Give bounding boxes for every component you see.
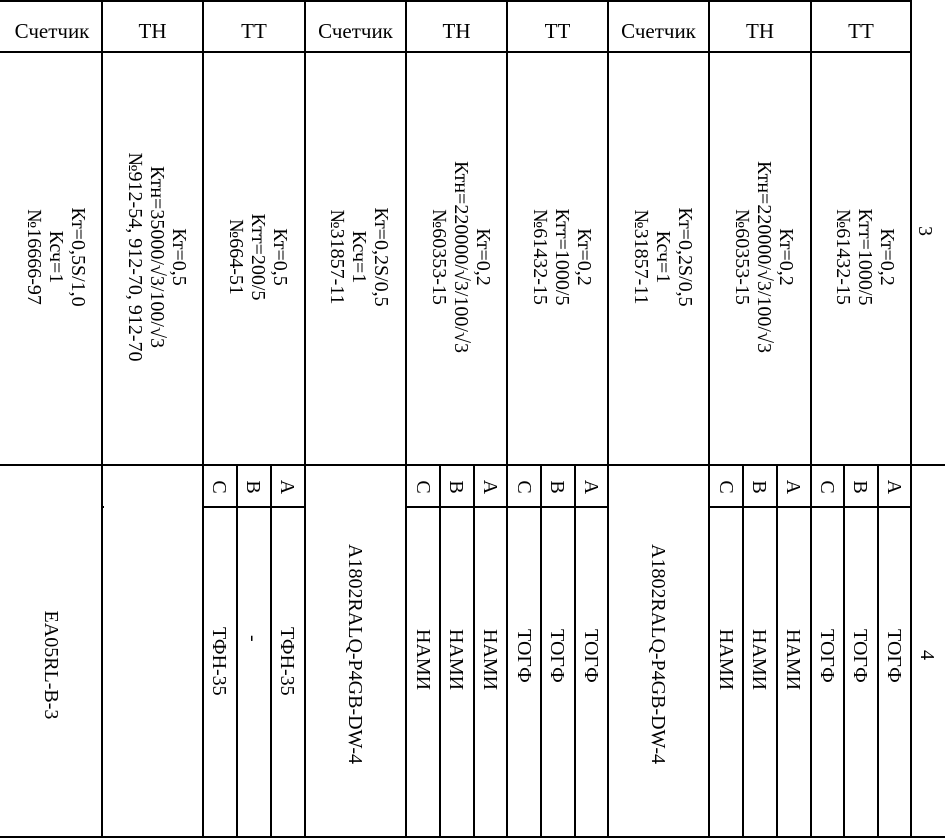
phase-a: А (580, 479, 602, 495)
spec-line: №912-54, 912-70, 912-70 (124, 152, 146, 362)
phase-b: В (445, 480, 467, 494)
spec-tn-2 (406, 51, 506, 463)
phase-divider (574, 464, 576, 838)
spec-line: Кт=0,2S/0,5 (370, 207, 392, 307)
phase-b: В (546, 480, 568, 494)
phase-rule (708, 506, 911, 508)
phase-divider (843, 464, 845, 838)
phase-divider (439, 464, 441, 838)
spec-line: Кт=0,5 (269, 228, 291, 286)
spec-line: Кт=0,2 (775, 228, 797, 286)
phase-a: А (782, 479, 804, 495)
device-type: НАМИ (479, 629, 501, 691)
spec-line: Кт=0,2 (472, 228, 494, 286)
phase-divider (877, 464, 879, 838)
spec-line: Ктт=1000/5 (854, 208, 876, 306)
row-number-4: 4 (916, 650, 938, 660)
device-type: ТОГФ (580, 629, 602, 683)
phase-divider (473, 464, 475, 838)
phase-divider (776, 464, 778, 838)
device-type: НАМИ (412, 629, 434, 691)
phase-a: А (479, 479, 501, 495)
spec-line: №60353-15 (731, 209, 753, 305)
header-tn: ТН (138, 19, 167, 43)
meter-type: A1802RALQ-P4GB-DW-4 (344, 544, 366, 764)
tn-stub-rule (101, 506, 104, 508)
phase-b: В (242, 480, 264, 494)
spec-line: №60353-15 (428, 209, 450, 305)
spec-tt-1 (203, 51, 303, 463)
device-type: ТОГФ (849, 629, 871, 683)
spec-line: Кт=0,5S/1,0 (67, 207, 89, 307)
spec-line: Ктт=1000/5 (551, 208, 573, 306)
device-type: НАМИ (748, 629, 770, 691)
phase-a: А (883, 479, 905, 495)
device-type: НАМИ (715, 629, 737, 691)
phase-divider (742, 464, 744, 838)
spec-line: №16666-97 (23, 209, 45, 305)
top-border (0, 0, 912, 2)
spec-line: Ксч=1 (45, 230, 67, 284)
spec-meter-1 (1, 51, 101, 463)
spec-tn-1 (102, 51, 202, 463)
phase-b: В (748, 480, 770, 494)
spec-line: Ктн=35000/√3/100/√3 (146, 166, 168, 348)
phase-c: С (816, 480, 838, 494)
phase-c: С (715, 480, 737, 494)
device-type: ТФН-35 (276, 627, 298, 696)
phase-rule (202, 506, 304, 508)
device-type: ТОГФ (883, 629, 905, 683)
header-meter: Счетчик (621, 19, 696, 43)
phase-c: С (208, 480, 230, 494)
phase-divider (236, 464, 238, 838)
device-type: ТОГФ (546, 629, 568, 683)
phase-divider (540, 464, 542, 838)
header-meter: Счетчик (14, 19, 90, 43)
spec-line: Ксч=1 (652, 230, 674, 284)
spec-line: Ктн=220000/√3/100/√3 (753, 161, 775, 353)
spec-line: Кт=0,2 (876, 228, 898, 286)
spec-line: №61432-15 (832, 209, 854, 305)
device-type: - (242, 635, 264, 642)
device-type: ТФН-35 (208, 627, 230, 696)
phase-a: А (276, 479, 298, 495)
spec-tt-2 (507, 51, 607, 463)
header-tn: ТН (746, 19, 774, 43)
meter-type: A1802RALQ-P4GB-DW-4 (647, 544, 669, 764)
spec-line: Кт=0,5 (168, 228, 190, 286)
header-tt: ТТ (241, 19, 267, 43)
spec-line: Ктт=200/5 (247, 213, 269, 301)
device-type: ТОГФ (816, 629, 838, 683)
spec-tt-3 (810, 51, 910, 463)
header-meter: Счетчик (318, 19, 393, 43)
phase-rule (405, 506, 608, 508)
spec-line: №664-51 (225, 219, 247, 295)
meter-type: EA05RL-B-3 (40, 610, 62, 720)
spec-line: №31857-11 (326, 209, 348, 305)
phase-divider (270, 464, 272, 838)
header-tt: ТТ (544, 19, 571, 43)
col-divider (910, 0, 912, 838)
device-type: ТОГФ (513, 629, 535, 683)
spec-line: Ктн=220000/√3/100/√3 (450, 161, 472, 353)
row-number-3: 3 (914, 226, 936, 236)
phase-c: С (513, 480, 535, 494)
header-tn: ТН (442, 19, 471, 43)
phase-b: В (849, 480, 871, 494)
spec-line: Ксч=1 (348, 230, 370, 284)
spec-line: Кт=0,2S/0,5 (674, 207, 696, 307)
spec-tn-3 (709, 51, 809, 463)
spec-line: №61432-15 (529, 209, 551, 305)
spec-meter-3 (608, 51, 708, 463)
device-type: НАМИ (782, 629, 804, 691)
spec-meter-2 (304, 51, 404, 463)
header-tt: ТТ (848, 19, 874, 43)
device-type: НАМИ (445, 629, 467, 691)
phase-c: С (412, 480, 434, 494)
spec-line: №31857-11 (630, 209, 652, 305)
spec-line: Кт=0,2 (573, 228, 595, 286)
